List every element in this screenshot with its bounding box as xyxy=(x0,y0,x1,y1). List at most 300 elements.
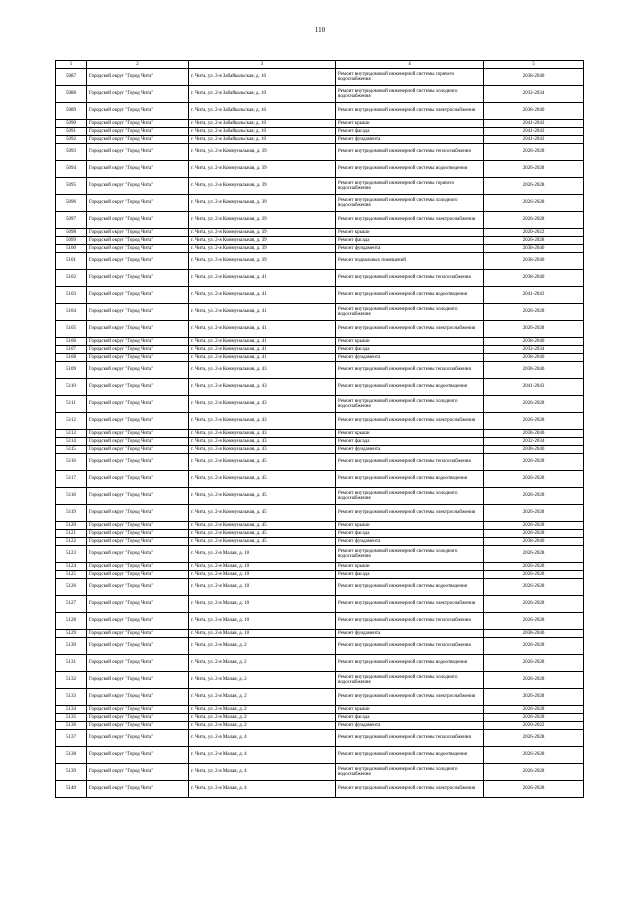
row-number-cell: 5102 xyxy=(56,270,87,287)
district-cell: Городской округ "Город Чита" xyxy=(87,722,189,730)
table-row xyxy=(56,563,584,571)
table-row xyxy=(56,571,584,579)
period-cell: 2020-2022 xyxy=(484,229,584,237)
address-cell: г. Чита, ул. 2-я Малая, д. 10 xyxy=(189,563,336,571)
table-row xyxy=(56,505,584,522)
period-cell: 2026-2028 xyxy=(484,454,584,471)
work-type-cell: Ремонт фасада xyxy=(336,530,484,538)
period-cell: 2038-2040 xyxy=(484,362,584,379)
work-type-cell: Ремонт внутридомовой инженерной системы электроснабжения xyxy=(336,505,484,522)
table-row xyxy=(56,253,584,270)
address-cell: г. Чита, ул. 2-я Коммунальная, д. 39 xyxy=(189,178,336,195)
work-type-cell: Ремонт внутридомовой инженерной системы теплоснабжения xyxy=(336,730,484,747)
row-number-cell: 5112 xyxy=(56,413,87,430)
row-number-cell: 5126 xyxy=(56,579,87,596)
header-cell-2: 2 xyxy=(87,61,189,69)
table-row xyxy=(56,379,584,396)
work-type-cell: Ремонт внутридомовой инженерной системы электроснабжения xyxy=(336,212,484,229)
work-type-cell: Ремонт внутридомовой инженерной системы теплоснабжения xyxy=(336,454,484,471)
district-cell: Городской округ "Город Чита" xyxy=(87,655,189,672)
district-cell: Городской округ "Город Чита" xyxy=(87,287,189,304)
work-type-cell: Ремонт внутридомовой инженерной системы холодного водоснабжения xyxy=(336,488,484,505)
row-number-cell: 5115 xyxy=(56,446,87,454)
table-row xyxy=(56,546,584,563)
work-type-cell: Ремонт фундамента xyxy=(336,354,484,362)
district-cell: Городской округ "Город Чита" xyxy=(87,396,189,413)
period-cell: 2038-2040 xyxy=(484,245,584,253)
work-type-cell: Ремонт внутридомовой инженерной системы холодного водоснабжения xyxy=(336,195,484,212)
period-cell: 2026-2028 xyxy=(484,655,584,672)
address-cell: г. Чита, ул. 2-я Коммунальная, д. 41 xyxy=(189,354,336,362)
work-type-cell: Ремонт фундамента xyxy=(336,722,484,730)
district-cell: Городской округ "Город Чита" xyxy=(87,446,189,454)
table-row xyxy=(56,69,584,86)
work-type-cell: Ремонт внутридомовой инженерной системы водоотведения xyxy=(336,471,484,488)
period-cell: 2038-2040 xyxy=(484,354,584,362)
district-cell: Городской округ "Город Чита" xyxy=(87,144,189,161)
period-cell: 2026-2028 xyxy=(484,144,584,161)
period-cell: 2026-2028 xyxy=(484,730,584,747)
work-type-cell: Ремонт крыши xyxy=(336,706,484,714)
district-cell: Городской округ "Город Чита" xyxy=(87,304,189,321)
period-cell: 2026-2028 xyxy=(484,488,584,505)
table-row xyxy=(56,706,584,714)
table-row xyxy=(56,747,584,764)
row-number-cell: 5125 xyxy=(56,571,87,579)
row-number-cell: 5128 xyxy=(56,613,87,630)
work-type-cell: Ремонт крыши xyxy=(336,430,484,438)
period-cell: 2026-2028 xyxy=(484,563,584,571)
work-type-cell: Ремонт крыши xyxy=(336,338,484,346)
period-cell: 2026-2028 xyxy=(484,304,584,321)
district-cell: Городской округ "Город Чита" xyxy=(87,120,189,128)
address-cell: г. Чита, ул. 2-я Малая, д. 2 xyxy=(189,714,336,722)
period-cell: 2026-2028 xyxy=(484,764,584,781)
period-cell: 2026-2028 xyxy=(484,471,584,488)
district-cell: Городской округ "Город Чита" xyxy=(87,245,189,253)
work-type-cell: Ремонт внутридомовой инженерной системы водоотведения xyxy=(336,379,484,396)
district-cell: Городской округ "Город Чита" xyxy=(87,413,189,430)
table-row xyxy=(56,596,584,613)
work-type-cell: Ремонт внутридомовой инженерной системы горячего водоснабжения xyxy=(336,178,484,195)
address-cell: г. Чита, ул. 2-я Коммунальная, д. 45 xyxy=(189,530,336,538)
address-cell: г. Чита, ул. 2-я Коммунальная, д. 39 xyxy=(189,144,336,161)
header-cell-5: 5 xyxy=(484,61,584,69)
work-type-cell: Ремонт внутридомовой инженерной системы холодного водоснабжения xyxy=(336,86,484,103)
work-type-cell: Ремонт фундамента xyxy=(336,446,484,454)
table-row xyxy=(56,346,584,354)
address-cell: г. Чита, ул. 2-я Коммунальная, д. 39 xyxy=(189,245,336,253)
period-cell: 2026-2028 xyxy=(484,161,584,178)
period-cell: 2038-2040 xyxy=(484,630,584,638)
work-type-cell: Ремонт фасада xyxy=(336,714,484,722)
table-row xyxy=(56,730,584,747)
work-type-cell: Ремонт внутридомовой инженерной системы горячего водоснабжения xyxy=(336,69,484,86)
table-row xyxy=(56,304,584,321)
period-cell: 2026-2028 xyxy=(484,396,584,413)
work-type-cell: Ремонт внутридомовой инженерной системы теплоснабжения xyxy=(336,144,484,161)
district-cell: Городской округ "Город Чита" xyxy=(87,338,189,346)
work-type-cell: Ремонт фасада xyxy=(336,346,484,354)
row-number-cell: 5105 xyxy=(56,321,87,338)
district-cell: Городской округ "Город Чита" xyxy=(87,430,189,438)
address-cell: г. Чита, ул. 2-я Малая, д. 2 xyxy=(189,706,336,714)
address-cell: г. Чита, ул. 2-я Забайкальская, д. 10 xyxy=(189,128,336,136)
row-number-cell: 5122 xyxy=(56,538,87,546)
address-cell: г. Чита, ул. 2-я Коммунальная, д. 43 xyxy=(189,413,336,430)
row-number-cell: 5138 xyxy=(56,747,87,764)
row-number-cell: 5136 xyxy=(56,722,87,730)
period-cell: 2026-2028 xyxy=(484,571,584,579)
district-cell: Городской округ "Город Чита" xyxy=(87,638,189,655)
row-number-cell: 5139 xyxy=(56,764,87,781)
work-type-cell: Ремонт внутридомовой инженерной системы электроснабжения xyxy=(336,689,484,706)
work-type-cell: Ремонт внутридомовой инженерной системы холодного водоснабжения xyxy=(336,304,484,321)
address-cell: г. Чита, ул. 2-я Коммунальная, д. 39 xyxy=(189,253,336,270)
table-row xyxy=(56,672,584,689)
address-cell: г. Чита, ул. 2-я Малая, д. 4 xyxy=(189,747,336,764)
row-number-cell: 5107 xyxy=(56,346,87,354)
address-cell: г. Чита, ул. 2-я Коммунальная, д. 45 xyxy=(189,471,336,488)
address-cell: г. Чита, ул. 2-я Забайкальская, д. 10 xyxy=(189,120,336,128)
work-type-cell: Ремонт крыши xyxy=(336,120,484,128)
district-cell: Городской округ "Город Чита" xyxy=(87,571,189,579)
table-row xyxy=(56,413,584,430)
district-cell: Городской округ "Город Чита" xyxy=(87,747,189,764)
row-number-cell: 5110 xyxy=(56,379,87,396)
address-cell: г. Чита, ул. 2-я Малая, д. 10 xyxy=(189,630,336,638)
row-number-cell: 5098 xyxy=(56,229,87,237)
table-row xyxy=(56,722,584,730)
table-row xyxy=(56,270,584,287)
district-cell: Городской округ "Город Чита" xyxy=(87,781,189,798)
period-cell: 2026-2028 xyxy=(484,505,584,522)
district-cell: Городской округ "Город Чита" xyxy=(87,613,189,630)
address-cell: г. Чита, ул. 2-я Малая, д. 10 xyxy=(189,596,336,613)
work-type-cell: Ремонт фасада xyxy=(336,438,484,446)
address-cell: г. Чита, ул. 2-я Малая, д. 2 xyxy=(189,638,336,655)
address-cell: г. Чита, ул. 2-я Коммунальная, д. 41 xyxy=(189,338,336,346)
table-row xyxy=(56,195,584,212)
table-row xyxy=(56,454,584,471)
work-type-cell: Ремонт внутридомовой инженерной системы водоотведения xyxy=(336,655,484,672)
district-cell: Городской округ "Город Чита" xyxy=(87,689,189,706)
period-cell: 2038-2040 xyxy=(484,430,584,438)
district-cell: Городской округ "Город Чита" xyxy=(87,538,189,546)
row-number-cell: 5100 xyxy=(56,245,87,253)
period-cell: 2041-2043 xyxy=(484,120,584,128)
period-cell: 2026-2028 xyxy=(484,706,584,714)
table-row xyxy=(56,446,584,454)
column-number-row xyxy=(56,61,584,69)
row-number-cell: 5106 xyxy=(56,338,87,346)
address-cell: г. Чита, ул. 2-я Забайкальская, д. 10 xyxy=(189,69,336,86)
address-cell: г. Чита, ул. 2-я Малая, д. 4 xyxy=(189,781,336,798)
work-type-cell: Ремонт внутридомовой инженерной системы теплоснабжения xyxy=(336,613,484,630)
district-cell: Городской округ "Город Чита" xyxy=(87,161,189,178)
district-cell: Городской округ "Город Чита" xyxy=(87,488,189,505)
period-cell: 2041-2043 xyxy=(484,128,584,136)
period-cell: 2026-2028 xyxy=(484,195,584,212)
table-row xyxy=(56,136,584,144)
row-number-cell: 5087 xyxy=(56,69,87,86)
work-type-cell: Ремонт внутридомовой инженерной системы электроснабжения xyxy=(336,596,484,613)
district-cell: Городской округ "Город Чита" xyxy=(87,86,189,103)
row-number-cell: 5121 xyxy=(56,530,87,538)
period-cell: 2026-2028 xyxy=(484,638,584,655)
row-number-cell: 5091 xyxy=(56,128,87,136)
period-cell: 2032-2034 xyxy=(484,346,584,354)
work-type-cell: Ремонт фасада xyxy=(336,128,484,136)
district-cell: Городской округ "Город Чита" xyxy=(87,730,189,747)
table-row xyxy=(56,321,584,338)
district-cell: Городской округ "Город Чита" xyxy=(87,103,189,120)
row-number-cell: 5113 xyxy=(56,430,87,438)
address-cell: г. Чита, ул. 2-я Забайкальская, д. 10 xyxy=(189,103,336,120)
work-type-cell: Ремонт подвальных помещений xyxy=(336,253,484,270)
row-number-cell: 5133 xyxy=(56,689,87,706)
work-type-cell: Ремонт внутридомовой инженерной системы холодного водоснабжения xyxy=(336,546,484,563)
table-row xyxy=(56,354,584,362)
address-cell: г. Чита, ул. 2-я Коммунальная, д. 43 xyxy=(189,438,336,446)
table-row xyxy=(56,128,584,136)
row-number-cell: 5108 xyxy=(56,354,87,362)
row-number-cell: 5124 xyxy=(56,563,87,571)
address-cell: г. Чита, ул. 2-я Малая, д. 4 xyxy=(189,764,336,781)
period-cell: 2020-2022 xyxy=(484,722,584,730)
work-type-cell: Ремонт внутридомовой инженерной системы водоотведения xyxy=(336,287,484,304)
work-type-cell: Ремонт фундамента xyxy=(336,538,484,546)
period-cell: 2026-2028 xyxy=(484,747,584,764)
address-cell: г. Чита, ул. 2-я Коммунальная, д. 39 xyxy=(189,195,336,212)
row-number-cell: 5116 xyxy=(56,454,87,471)
work-type-cell: Ремонт внутридомовой инженерной системы теплоснабжения xyxy=(336,362,484,379)
address-cell: г. Чита, ул. 2-я Малая, д. 10 xyxy=(189,579,336,596)
district-cell: Городской округ "Город Чита" xyxy=(87,321,189,338)
period-cell: 2026-2028 xyxy=(484,413,584,430)
address-cell: г. Чита, ул. 2-я Коммунальная, д. 41 xyxy=(189,287,336,304)
row-number-cell: 5097 xyxy=(56,212,87,229)
work-type-cell: Ремонт фасада xyxy=(336,237,484,245)
table-row xyxy=(56,86,584,103)
address-cell: г. Чита, ул. 2-я Малая, д. 10 xyxy=(189,571,336,579)
row-number-cell: 5109 xyxy=(56,362,87,379)
table-row xyxy=(56,161,584,178)
table-row xyxy=(56,714,584,722)
district-cell: Городской округ "Город Чита" xyxy=(87,438,189,446)
row-number-cell: 5104 xyxy=(56,304,87,321)
table-body xyxy=(56,69,584,798)
table-row xyxy=(56,212,584,229)
row-number-cell: 5090 xyxy=(56,120,87,128)
table-row xyxy=(56,781,584,798)
district-cell: Городской округ "Город Чита" xyxy=(87,454,189,471)
district-cell: Городской округ "Город Чита" xyxy=(87,136,189,144)
address-cell: г. Чита, ул. 2-я Коммунальная, д. 39 xyxy=(189,212,336,229)
table-row xyxy=(56,630,584,638)
table-row xyxy=(56,689,584,706)
row-number-cell: 5089 xyxy=(56,103,87,120)
row-number-cell: 5096 xyxy=(56,195,87,212)
district-cell: Городской округ "Город Чита" xyxy=(87,471,189,488)
address-cell: г. Чита, ул. 2-я Коммунальная, д. 41 xyxy=(189,346,336,354)
table-row xyxy=(56,538,584,546)
table-row xyxy=(56,103,584,120)
district-cell: Городской округ "Город Чита" xyxy=(87,579,189,596)
district-cell: Городской округ "Город Чита" xyxy=(87,346,189,354)
address-cell: г. Чита, ул. 2-я Коммунальная, д. 45 xyxy=(189,454,336,471)
district-cell: Городской округ "Город Чита" xyxy=(87,672,189,689)
period-cell: 2026-2028 xyxy=(484,714,584,722)
row-number-cell: 5117 xyxy=(56,471,87,488)
page-number: 110 xyxy=(314,26,326,34)
period-cell: 2038-2040 xyxy=(484,446,584,454)
period-cell: 2026-2028 xyxy=(484,689,584,706)
row-number-cell: 5094 xyxy=(56,161,87,178)
period-cell: 2038-2040 xyxy=(484,538,584,546)
address-cell: г. Чита, ул. 2-я Коммунальная, д. 43 xyxy=(189,379,336,396)
row-number-cell: 5092 xyxy=(56,136,87,144)
address-cell: г. Чита, ул. 2-я Забайкальская, д. 10 xyxy=(189,136,336,144)
row-number-cell: 5134 xyxy=(56,706,87,714)
row-number-cell: 5118 xyxy=(56,488,87,505)
period-cell: 2026-2028 xyxy=(484,672,584,689)
row-number-cell: 5120 xyxy=(56,522,87,530)
header-cell-3: 3 xyxy=(189,61,336,69)
table-row xyxy=(56,287,584,304)
table-row xyxy=(56,120,584,128)
work-type-cell: Ремонт фундамента xyxy=(336,245,484,253)
address-cell: г. Чита, ул. 2-я Малая, д. 2 xyxy=(189,655,336,672)
district-cell: Городской округ "Город Чита" xyxy=(87,253,189,270)
table-row xyxy=(56,396,584,413)
district-cell: Городской округ "Город Чита" xyxy=(87,270,189,287)
district-cell: Городской округ "Город Чита" xyxy=(87,714,189,722)
address-cell: г. Чита, ул. 2-я Коммунальная, д. 45 xyxy=(189,522,336,530)
period-cell: 2041-2043 xyxy=(484,136,584,144)
work-type-cell: Ремонт внутридомовой инженерной системы электроснабжения xyxy=(336,321,484,338)
period-cell: 2026-2028 xyxy=(484,522,584,530)
row-number-cell: 5135 xyxy=(56,714,87,722)
period-cell: 2032-2034 xyxy=(484,86,584,103)
district-cell: Городской округ "Город Чита" xyxy=(87,596,189,613)
work-type-cell: Ремонт внутридомовой инженерной системы холодного водоснабжения xyxy=(336,672,484,689)
row-number-cell: 5114 xyxy=(56,438,87,446)
row-number-cell: 5129 xyxy=(56,630,87,638)
table-row xyxy=(56,438,584,446)
address-cell: г. Чита, ул. 2-я Коммунальная, д. 39 xyxy=(189,229,336,237)
work-type-cell: Ремонт крыши xyxy=(336,522,484,530)
address-cell: г. Чита, ул. 2-я Малая, д. 2 xyxy=(189,722,336,730)
row-number-cell: 5099 xyxy=(56,237,87,245)
table-row xyxy=(56,579,584,596)
period-cell: 2026-2028 xyxy=(484,178,584,195)
address-cell: г. Чита, ул. 2-я Коммунальная, д. 45 xyxy=(189,505,336,522)
row-number-cell: 5131 xyxy=(56,655,87,672)
address-cell: г. Чита, ул. 2-я Коммунальная, д. 39 xyxy=(189,237,336,245)
table-row xyxy=(56,362,584,379)
district-cell: Городской округ "Город Чита" xyxy=(87,178,189,195)
district-cell: Городской округ "Город Чита" xyxy=(87,229,189,237)
row-number-cell: 5088 xyxy=(56,86,87,103)
work-type-cell: Ремонт внутридомовой инженерной системы холодного водоснабжения xyxy=(336,764,484,781)
address-cell: г. Чита, ул. 2-я Малая, д. 4 xyxy=(189,730,336,747)
period-cell: 2026-2028 xyxy=(484,530,584,538)
district-cell: Городской округ "Город Чита" xyxy=(87,354,189,362)
period-cell: 2041-2043 xyxy=(484,287,584,304)
row-number-cell: 5119 xyxy=(56,505,87,522)
work-type-cell: Ремонт внутридомовой инженерной системы теплоснабжения xyxy=(336,638,484,655)
address-cell: г. Чита, ул. 2-я Коммунальная, д. 41 xyxy=(189,321,336,338)
row-number-cell: 5132 xyxy=(56,672,87,689)
address-cell: г. Чита, ул. 2-я Коммунальная, д. 43 xyxy=(189,362,336,379)
table-row xyxy=(56,655,584,672)
table-row xyxy=(56,430,584,438)
table-row xyxy=(56,764,584,781)
work-type-cell: Ремонт внутридомовой инженерной системы теплоснабжения xyxy=(336,270,484,287)
period-cell: 2026-2028 xyxy=(484,212,584,229)
district-cell: Городской округ "Город Чита" xyxy=(87,128,189,136)
district-cell: Городской округ "Город Чита" xyxy=(87,764,189,781)
period-cell: 2038-2040 xyxy=(484,69,584,86)
row-number-cell: 5127 xyxy=(56,596,87,613)
work-type-cell: Ремонт фундамента xyxy=(336,630,484,638)
table-row xyxy=(56,229,584,237)
row-number-cell: 5095 xyxy=(56,178,87,195)
period-cell: 2026-2028 xyxy=(484,546,584,563)
work-type-cell: Ремонт фундамента xyxy=(336,136,484,144)
district-cell: Городской округ "Город Чита" xyxy=(87,362,189,379)
period-cell: 2038-2040 xyxy=(484,253,584,270)
table-row xyxy=(56,245,584,253)
district-cell: Городской округ "Город Чита" xyxy=(87,212,189,229)
table-row xyxy=(56,522,584,530)
header-cell-1: 1 xyxy=(56,61,87,69)
address-cell: г. Чита, ул. 2-я Малая, д. 10 xyxy=(189,546,336,563)
work-type-cell: Ремонт внутридомовой инженерной системы водоотведения xyxy=(336,747,484,764)
period-cell: 2032-2034 xyxy=(484,438,584,446)
period-cell: 2026-2028 xyxy=(484,613,584,630)
district-cell: Городской округ "Город Чита" xyxy=(87,522,189,530)
work-type-cell: Ремонт внутридомовой инженерной системы холодного водоснабжения xyxy=(336,396,484,413)
district-cell: Городской округ "Город Чита" xyxy=(87,630,189,638)
table-row xyxy=(56,530,584,538)
period-cell: 2038-2040 xyxy=(484,270,584,287)
work-type-cell: Ремонт внутридомовой инженерной системы водоотведения xyxy=(336,579,484,596)
address-cell: г. Чита, ул. 2-я Малая, д. 10 xyxy=(189,613,336,630)
row-number-cell: 5103 xyxy=(56,287,87,304)
address-cell: г. Чита, ул. 2-я Коммунальная, д. 43 xyxy=(189,396,336,413)
row-number-cell: 5093 xyxy=(56,144,87,161)
period-cell: 2038-2040 xyxy=(484,338,584,346)
table-row xyxy=(56,471,584,488)
header-cell-4: 4 xyxy=(336,61,484,69)
row-number-cell: 5123 xyxy=(56,546,87,563)
table-row xyxy=(56,638,584,655)
work-type-cell: Ремонт внутридомовой инженерной системы электроснабжения xyxy=(336,413,484,430)
repair-schedule-table xyxy=(55,60,584,798)
table-row xyxy=(56,237,584,245)
address-cell: г. Чита, ул. 2-я Малая, д. 2 xyxy=(189,689,336,706)
address-cell: г. Чита, ул. 2-я Коммунальная, д. 41 xyxy=(189,304,336,321)
work-type-cell: Ремонт крыши xyxy=(336,563,484,571)
table-row xyxy=(56,338,584,346)
period-cell: 2041-2043 xyxy=(484,379,584,396)
district-cell: Городской округ "Город Чита" xyxy=(87,546,189,563)
address-cell: г. Чита, ул. 2-я Коммунальная, д. 43 xyxy=(189,430,336,438)
row-number-cell: 5137 xyxy=(56,730,87,747)
row-number-cell: 5101 xyxy=(56,253,87,270)
